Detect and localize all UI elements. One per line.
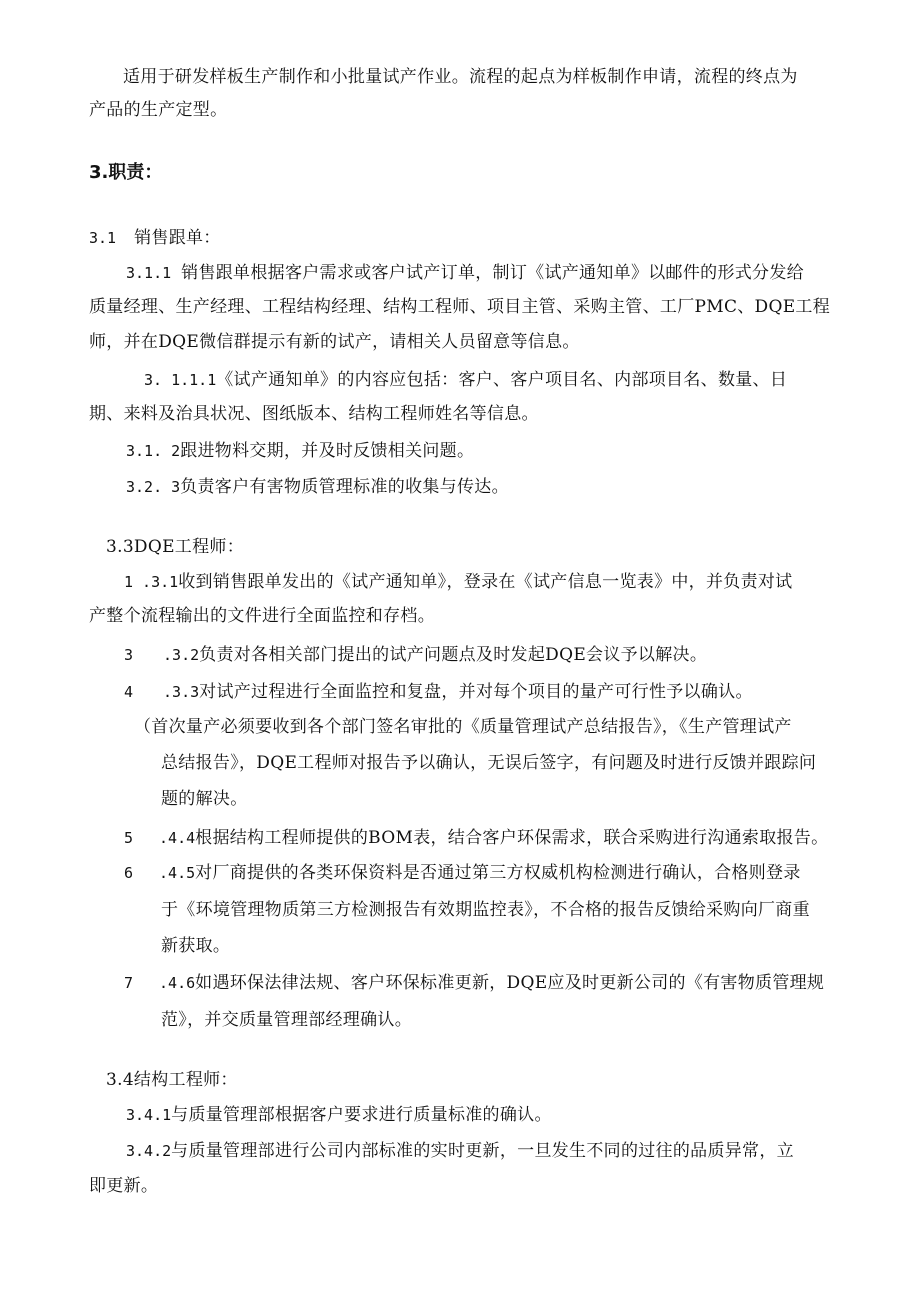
item-4-number: 4 [124,683,134,701]
para-3-1-2 [126,440,474,462]
para-3-4-1 [126,1104,552,1126]
item-3 [124,644,707,666]
item-3-sub: .3.2 [163,646,200,664]
section-3-1-heading [89,227,221,249]
item-3-text: 负责对各相关部门提出的试产问题点及时发起DQE会议予以解决。 [199,645,708,665]
item-1-line-2: 产整个流程输出的文件进行全面监控和存档。 [89,606,435,626]
para-3-1-1-number: 3.1.1 [126,264,172,282]
item-4-text: 对试产过程进行全面监控和复盘，并对每个项目的量产可行性予以确认。 [199,682,753,702]
item-6-line-3: 新获取。 [161,936,231,956]
para-3-4-1-text: 与质量管理部根据客户要求进行质量标准的确认。 [171,1105,552,1125]
item-6-line-2: 于《环境管理物质第三方检测报告有效期监控表》，不合格的报告反馈给采购向厂商重 [161,900,810,920]
item-7-line-1 [124,972,824,994]
para-3-2-3-text: 负责客户有害物质管理标准的收集与传达。 [180,477,509,497]
para-3-1-1-line-2: 质量经理、生产经理、工程结构经理、结构工程师、项目主管、采购主管、工厂PMC、DQE工程 [89,297,831,317]
note-line-1: （首次量产必须要收到各个部门签名审批的《质量管理试产总结报告》，《生产管理试产 [134,717,792,737]
item-7-number: 7 [124,974,134,992]
item-7-line-2: 范》，并交质量管理部经理确认。 [161,1010,412,1030]
para-3-2-3-number: 3.2. 3 [126,478,181,496]
scope-line-2: 产品的生产定型。 [89,100,228,120]
item-5 [124,827,828,849]
para-3-2-3 [126,476,509,498]
para-3-1-1-line-3: 师，并在DQE微信群提示有新的试产，请相关人员留意等信息。 [89,332,580,352]
note-line-3: 题的解决。 [161,789,248,809]
para-3-1-1-1-number: 3. 1.1.1 [144,371,217,389]
section-3-1-label: 销售跟单： [134,228,221,248]
para-3-1-1-1-line-1 [144,369,787,391]
item-5-sub: .4.4 [159,829,196,847]
item-7-text-1: 如遇环保法律法规、客户环保标准更新，DQE应及时更新公司的《有害物质管理规 [195,973,825,993]
para-3-1-1-line-1 [126,262,804,284]
item-4-sub: .3.3 [163,683,200,701]
scope-line-1: 适用于研发样板生产制作和小批量试产作业。流程的起点为样板制作申请，流程的终点为 [123,67,798,87]
note-line-2: 总结报告》，DQE工程师对报告予以确认，无误后签字，有问题及时进行反馈并跟踪问 [161,753,817,773]
para-3-4-2-line-1 [126,1140,794,1162]
item-1-text-1: 收到销售跟单发出的《试产通知单》，登录在《试产信息一览表》中，并负责对试 [178,572,793,592]
item-1-number: 1 .3.1 [124,573,179,591]
para-3-4-2-text-1: 与质量管理部进行公司内部标准的实时更新，一旦发生不同的过往的品质异常，立 [171,1141,794,1161]
para-3-1-1-1-text-1: 《试产通知单》的内容应包括：客户、客户项目名、内部项目名、数量、日 [216,370,788,390]
item-4 [124,681,753,703]
para-3-1-1-text-1: 销售跟单根据客户需求或客户试产订单，制订《试产通知单》以邮件的形式分发给 [181,263,804,283]
item-5-number: 5 [124,829,134,847]
para-3-1-2-number: 3.1. 2 [126,442,181,460]
item-6-line-1 [124,862,801,884]
item-6-number: 6 [124,864,134,882]
item-1-line-1 [124,571,793,593]
para-3-1-2-text: 跟进物料交期，并及时反馈相关问题。 [180,441,475,461]
para-3-1-1-1-line-2: 期、来料及治具状况、图纸版本、结构工程师姓名等信息。 [89,404,539,424]
item-6-text-1: 对厂商提供的各类环保资料是否通过第三方权威机构检测进行确认，合格则登录 [195,863,801,883]
item-5-text: 根据结构工程师提供的BOM表，结合客户环保需求，联合采购进行沟通索取报告。 [195,828,829,848]
item-3-number: 3 [124,646,134,664]
para-3-4-2-number: 3.4.2 [126,1142,172,1160]
item-6-sub: .4.5 [159,864,196,882]
section-3-heading: 3.职责： [89,162,163,183]
para-3-4-1-number: 3.4.1 [126,1106,172,1124]
section-3-4-heading: 3.4结构工程师： [106,1070,238,1090]
item-7-sub: .4.6 [159,974,196,992]
section-3-1-number: 3.1 [89,229,117,247]
section-3-3-heading: 3.3DQE工程师： [106,537,245,557]
para-3-4-2-line-2: 即更新。 [89,1176,159,1196]
